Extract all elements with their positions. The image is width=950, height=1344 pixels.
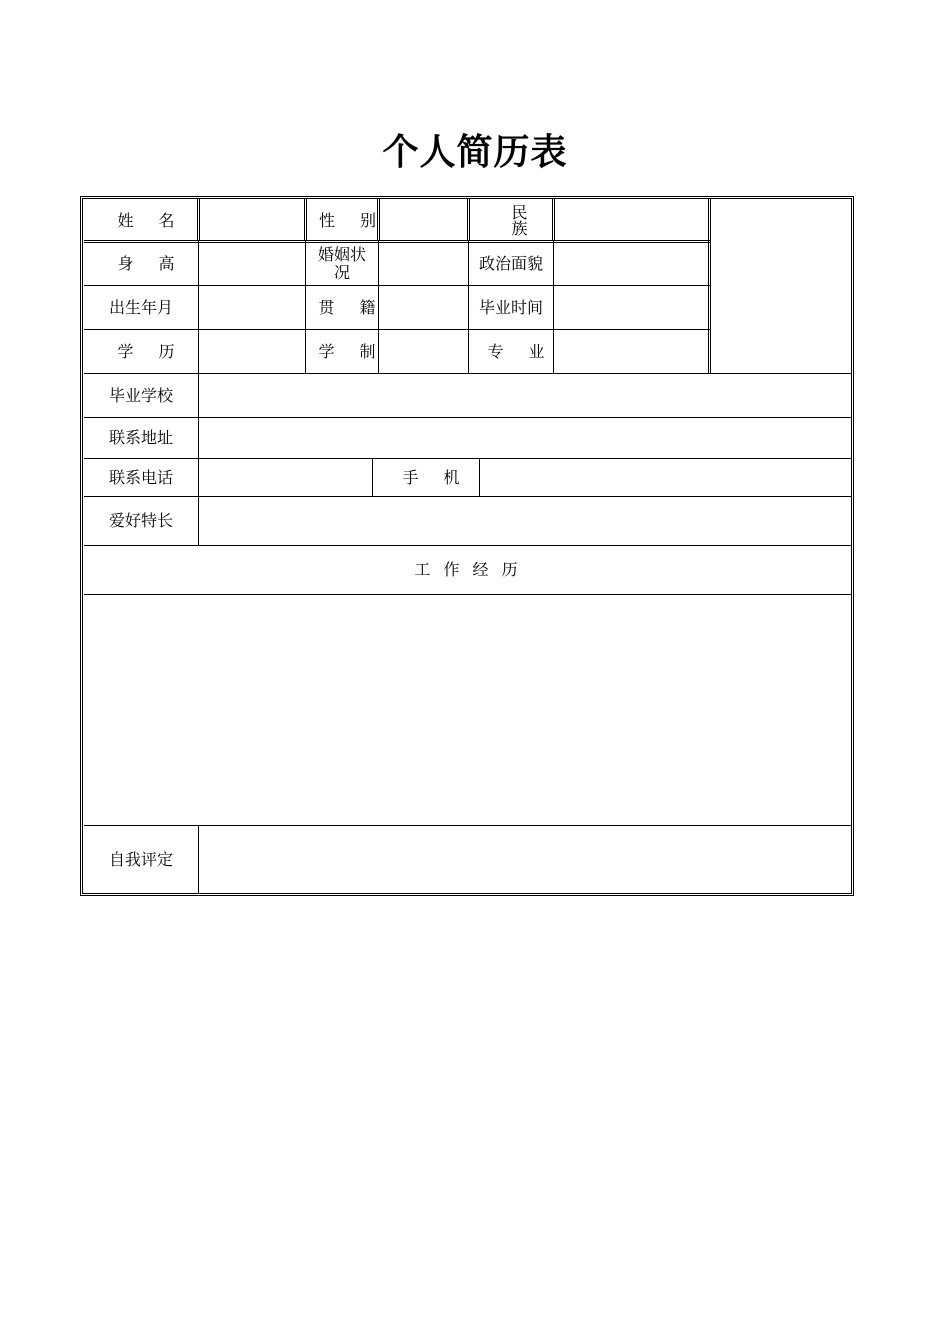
label-address: 联系地址 xyxy=(108,428,173,447)
label-hobbies: 爱好特长 xyxy=(108,511,173,530)
school-field[interactable] xyxy=(199,374,852,417)
label-mobile: 手 机 xyxy=(402,467,470,487)
label-major: 专 业 xyxy=(487,341,555,361)
label-native-place: 贯 籍 xyxy=(318,297,386,317)
work-experience-field[interactable] xyxy=(84,595,852,825)
mobile-field[interactable] xyxy=(480,459,852,496)
address-field[interactable] xyxy=(199,418,852,458)
photo-divider xyxy=(708,199,711,374)
native-place-field[interactable] xyxy=(379,286,468,329)
major-field[interactable] xyxy=(554,330,708,373)
gender-field[interactable] xyxy=(381,200,467,240)
label-education: 学 历 xyxy=(117,341,185,361)
photo-area[interactable] xyxy=(712,200,852,373)
label-self-evaluation: 自我评定 xyxy=(108,850,173,869)
graduation-time-field[interactable] xyxy=(554,286,708,329)
birth-date-field[interactable] xyxy=(199,286,305,329)
label-name: 姓 名 xyxy=(117,210,185,230)
label-graduation-time: 毕业时间 xyxy=(478,297,543,317)
phone-field[interactable] xyxy=(199,459,372,496)
page-title: 个人简历表 xyxy=(382,131,568,173)
label-work-experience: 工 作 经 历 xyxy=(414,560,522,579)
marital-status-field[interactable] xyxy=(379,242,468,285)
label-ethnicity: 民 族 xyxy=(511,202,544,238)
ethnicity-field[interactable] xyxy=(556,200,708,240)
height-field[interactable] xyxy=(199,242,305,285)
label-political-status: 政治面貌 xyxy=(478,253,543,273)
label-school: 毕业学校 xyxy=(108,385,173,405)
label-gender: 性 别 xyxy=(318,210,387,230)
political-status-field[interactable] xyxy=(554,242,708,285)
self-evaluation-field[interactable] xyxy=(199,826,852,894)
label-height: 身 高 xyxy=(117,253,185,273)
schooling-length-field[interactable] xyxy=(379,330,468,373)
education-field[interactable] xyxy=(199,330,305,373)
label-schooling-length: 学 制 xyxy=(318,341,386,361)
name-field[interactable] xyxy=(201,200,304,240)
label-phone: 联系电话 xyxy=(108,467,173,487)
label-marital-status: 婚姻状况 xyxy=(318,244,367,282)
hobbies-field[interactable] xyxy=(199,497,852,545)
label-birth-date: 出生年月 xyxy=(108,297,173,317)
